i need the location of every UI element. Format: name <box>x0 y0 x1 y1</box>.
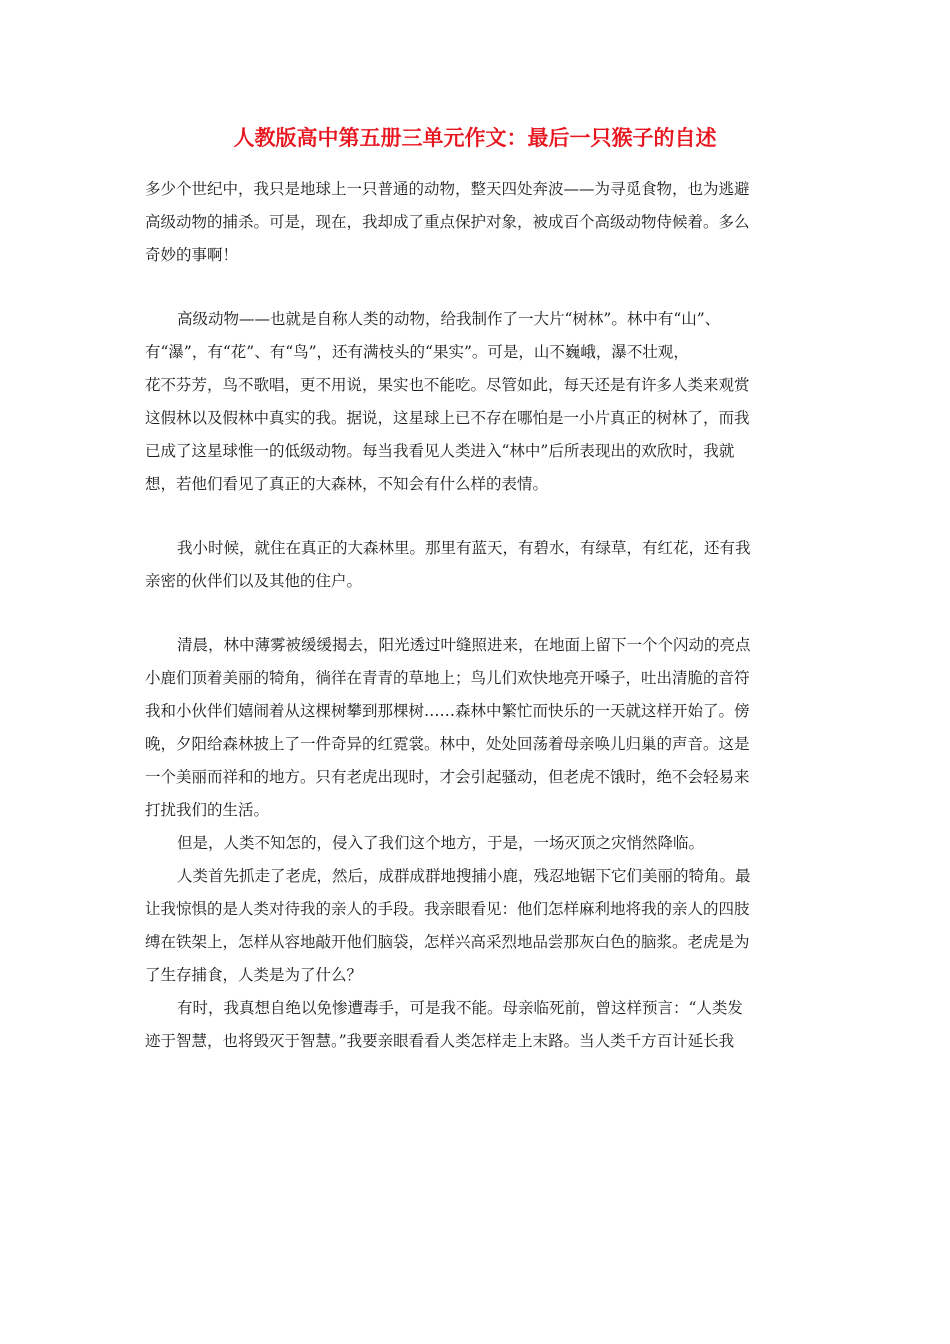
text-line: 小鹿们顶着美丽的犄角，徜徉在青青的草地上；鸟儿们欢快地亮开嗓子，吐出清脆的音符 <box>145 669 750 687</box>
text-line: 高级动物——也就是自称人类的动物，给我制作了一大片“树林”。林中有“山”、 <box>177 310 721 328</box>
document-title: 人教版高中第五册三单元作文：最后一只猴子的自述 <box>233 125 717 150</box>
paragraph-4 <box>145 629 809 827</box>
text-line: 花不芬芳，鸟不歌唱，更不用说，果实也不能吃。尽管如此，每天还是有许多人类来观赏 <box>145 376 750 394</box>
paragraph-gap <box>145 272 809 303</box>
text-line: 想，若他们看见了真正的大森林，不知会有什么样的表情。 <box>145 475 549 493</box>
document-body <box>145 173 809 1058</box>
text-line: 人类首先抓走了老虎，然后，成群成群地搜捕小鹿，残忍地锯下它们美丽的犄角。最 <box>177 867 751 885</box>
text-line: 已成了这星球惟一的低级动物。每当我看见人类进入“林中”后所表现出的欢欣时，我就 <box>145 442 735 460</box>
paragraph-6 <box>145 860 809 992</box>
text-line: 打扰我们的生活。 <box>145 801 270 819</box>
text-line: 有“瀑”，有“花”、有“鸟”，还有满枝头的“果实”。可是，山不巍峨，瀑不壮观， <box>145 343 689 361</box>
text-line: 我和小伙伴们嬉闹着从这棵树攀到那棵树……森林中繁忙而快乐的一天就这样开始了。傍 <box>145 702 750 720</box>
text-line: 了生存捕食，人类是为了什么？ <box>145 966 363 984</box>
text-line: 奇妙的事啊！ <box>145 246 239 264</box>
text-line: 多少个世纪中，我只是地球上一只普通的动物，整天四处奔波——为寻觅食物，也为逃避 <box>145 180 750 198</box>
paragraph-5 <box>145 827 809 860</box>
text-line: 清晨，林中薄雾被缓缓揭去，阳光透过叶缝照进来，在地面上留下一个个闪动的亮点 <box>177 636 751 654</box>
text-line: 我小时候，就住在真正的大森林里。那里有蓝天，有碧水，有绿草，有红花，还有我 <box>177 539 751 557</box>
text-line: 这假林以及假林中真实的我。据说，这星球上已不存在哪怕是一小片真正的树林了，而我 <box>145 409 750 427</box>
text-line: 亲密的伙伴们以及其他的住户。 <box>145 572 363 590</box>
text-line: 一个美丽而祥和的地方。只有老虎出现时，才会引起骚动，但老虎不饿时，绝不会轻易来 <box>145 768 750 786</box>
text-line: 缚在铁架上，怎样从容地敲开他们脑袋，怎样兴高采烈地品尝那灰白色的脑浆。老虎是为 <box>145 933 750 951</box>
paragraph-gap <box>145 598 809 629</box>
text-line: 高级动物的捕杀。可是，现在，我却成了重点保护对象，被成百个高级动物侍候着。多么 <box>145 213 750 231</box>
paragraph-7 <box>145 992 809 1058</box>
text-line: 但是，人类不知怎的，侵入了我们这个地方，于是，一场灭顶之灾悄然降临。 <box>177 834 705 852</box>
paragraph-1 <box>145 173 809 272</box>
paragraph-gap <box>145 501 809 532</box>
text-line: 让我惊惧的是人类对待我的亲人的手段。我亲眼看见：他们怎样麻利地将我的亲人的四肢 <box>145 900 750 918</box>
text-line: 有时，我真想自绝以免惨遭毒手，可是我不能。母亲临死前，曾这样预言：“人类发 <box>177 999 743 1017</box>
paragraph-3 <box>145 532 809 598</box>
text-line: 晚，夕阳给森林披上了一件奇异的红霓裳。林中，处处回荡着母亲唤儿归巢的声音。这是 <box>145 735 750 753</box>
text-line: 迹于智慧，也将毁灭于智慧。”我要亲眼看看人类怎样走上末路。当人类千方百计延长我 <box>145 1032 735 1050</box>
paragraph-2 <box>145 303 809 501</box>
